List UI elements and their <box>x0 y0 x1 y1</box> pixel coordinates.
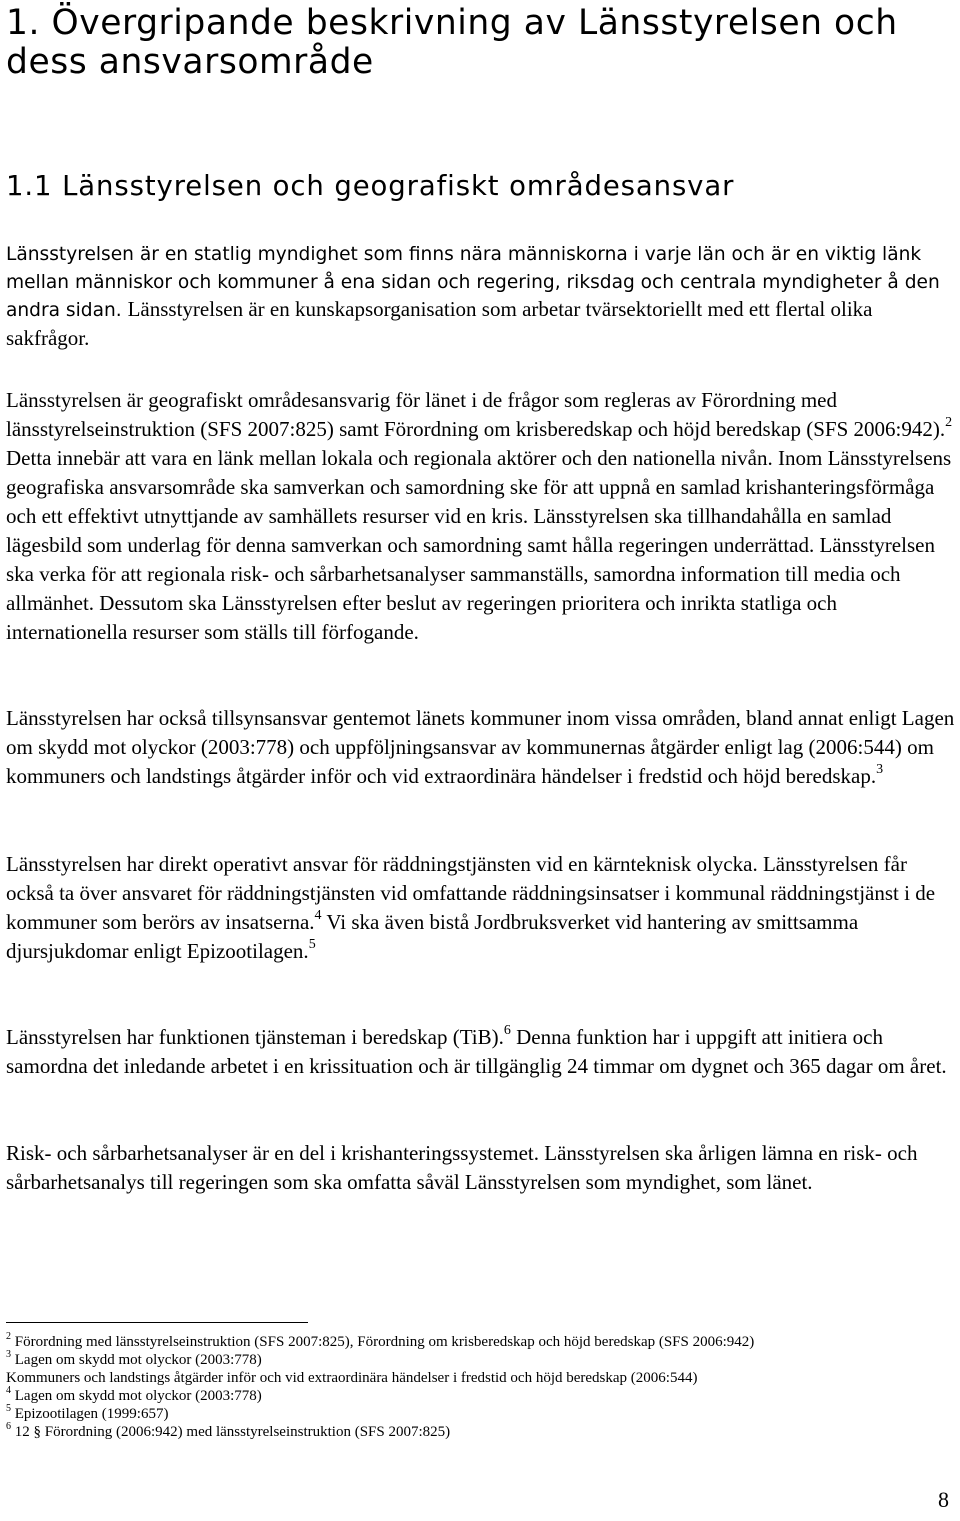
footnote-item <box>6 1405 956 1423</box>
footnote-reference: 6 <box>503 1023 511 1038</box>
paragraph-tib <box>6 1023 956 1081</box>
footnote-text: Kommuners och landstings åtgärder inför och vid extraordinära händelser i fredstid och höjd beredskap (2006:544) <box>6 1370 698 1386</box>
paragraph-5-part-b: Denna funktion har i uppgift att initiera och samordna det inledande arbetet i en krissituation och är tillgänglig 24 timmar om dygnet och 365 dagar om året. <box>6 1025 947 1078</box>
paragraph-4-part-a: Länsstyrelsen har direkt operativt ansvar för räddningstjänsten vid en kärnteknisk olycka. Länsstyrelsen får också ta över ansvaret för räddningstjänsten vid omfattande räddningsinsatser i kommunal räddningstjänst i de kommuner som berörs av insatserna. <box>6 852 936 934</box>
footnote-text: Lagen om skydd mot olyckor (2003:778) <box>11 1388 262 1404</box>
footnote-list <box>6 1333 956 1441</box>
footnote-item <box>6 1369 956 1387</box>
paragraph-5-part-a: Länsstyrelsen har funktionen tjänsteman i beredskap (TiB). <box>6 1025 504 1049</box>
footnote-separator <box>6 1322 308 1323</box>
footnote-number: 2 <box>6 1331 11 1342</box>
paragraph-intro <box>6 241 956 353</box>
footnote-number: 3 <box>6 1349 11 1360</box>
chapter-heading: 1. Övergripande beskrivning av Länsstyrelsen och dess ansvarsområde <box>6 3 898 82</box>
footnote-item <box>6 1333 956 1351</box>
paragraph-2-part-b: Detta innebär att vara en länk mellan lokala och regionala aktörer och den nationella nivån. Inom Länsstyrelsens geografiska ansvarsområde ska samverkan och samordning ske för att uppnå en samlad krishanteringsförmåga och ett effektivt utnyttjande av samhällets resurser vid en kris. Länsstyrelsen ska tillhandahålla en samlad lägesbild som underlag för denna samverkan och samordning samt hålla regeringen underrättad. Länsstyrelsen ska verka för att regionala risk- och sårbarhetsanalyser sammanställs, samordna information till media och allmänhet. Dessutom ska Länsstyrelsen efter beslut av regeringen prioritera och inrikta statliga och internationella resurser som ställs till förfogande. <box>6 446 952 644</box>
paragraph-supervision <box>6 704 956 791</box>
footnote-reference: 4 <box>314 908 322 923</box>
paragraph-intro-serif-text: Länsstyrelsen är en kunskapsorganisation som arbetar tvärsektoriellt med ett flertal olika sakfrågor. <box>6 297 873 350</box>
page-number: 8 <box>938 1487 949 1512</box>
footnote-reference: 3 <box>876 762 884 777</box>
footnote-reference: 5 <box>308 937 316 952</box>
footnote-item <box>6 1423 956 1441</box>
paragraph-2-part-a: Länsstyrelsen är geografiskt områdesansvarig för länet i de frågor som regleras av Förordning med länsstyrelseinstruktion (SFS 2007:825) samt Förordning om krisberedskap och höjd beredskap (SFS 2006:942). <box>6 388 946 441</box>
footnote-number: 5 <box>6 1403 11 1414</box>
paragraph-3-text: Länsstyrelsen har också tillsynsansvar gentemot länets kommuner inom vissa områden, bland annat enligt Lagen om skydd mot olyckor (2003:778) och uppföljningsansvar av kommunernas åtgärder enligt lag (2006:544) om kommuners och landstings åtgärder inför och vid extraordinära händelser i fredstid och höjd beredskap. <box>6 706 955 788</box>
footnote-text: Lagen om skydd mot olyckor (2003:778) <box>11 1352 262 1368</box>
paragraph-intro-text: Länsstyrelsen är en statlig myndighet som finns nära människorna i varje län och är en viktig länk mellan människor och kommuner å ena sidan och regering, riksdag och centrala myndigheter å den andra sidan. <box>6 244 940 322</box>
footnote-text: Epizootilagen (1999:657) <box>11 1406 169 1422</box>
footnote-item <box>6 1387 956 1405</box>
section-heading: 1.1 Länsstyrelsen och geografiskt områdesansvar <box>6 170 735 202</box>
footnote-text: 12 § Förordning (2006:942) med länsstyrelseinstruktion (SFS 2007:825) <box>11 1424 451 1440</box>
footnote-number: 4 <box>6 1385 11 1396</box>
paragraph-4-part-b: Vi ska även bistå Jordbruksverket vid hantering av smittsamma djursjukdomar enligt Epizootilagen. <box>6 910 859 963</box>
paragraph-operational-responsibility <box>6 850 956 966</box>
footnote-reference: 2 <box>945 415 953 430</box>
footnote-number: 6 <box>6 1421 11 1432</box>
footnote-text: Förordning med länsstyrelseinstruktion (SFS 2007:825), Förordning om krisberedskap och höjd beredskap (SFS 2006:942) <box>11 1334 755 1350</box>
paragraph-risk-analysis: Risk- och sårbarhetsanalyser är en del i krishanteringssystemet. Länsstyrelsen ska årligen lämna en risk- och sårbarhetsanalys till regeringen som ska omfatta såväl Länsstyrelsen som myndighet, som länet. <box>6 1141 918 1194</box>
paragraph-geographic-responsibility <box>6 386 956 647</box>
footnote-item <box>6 1351 956 1369</box>
